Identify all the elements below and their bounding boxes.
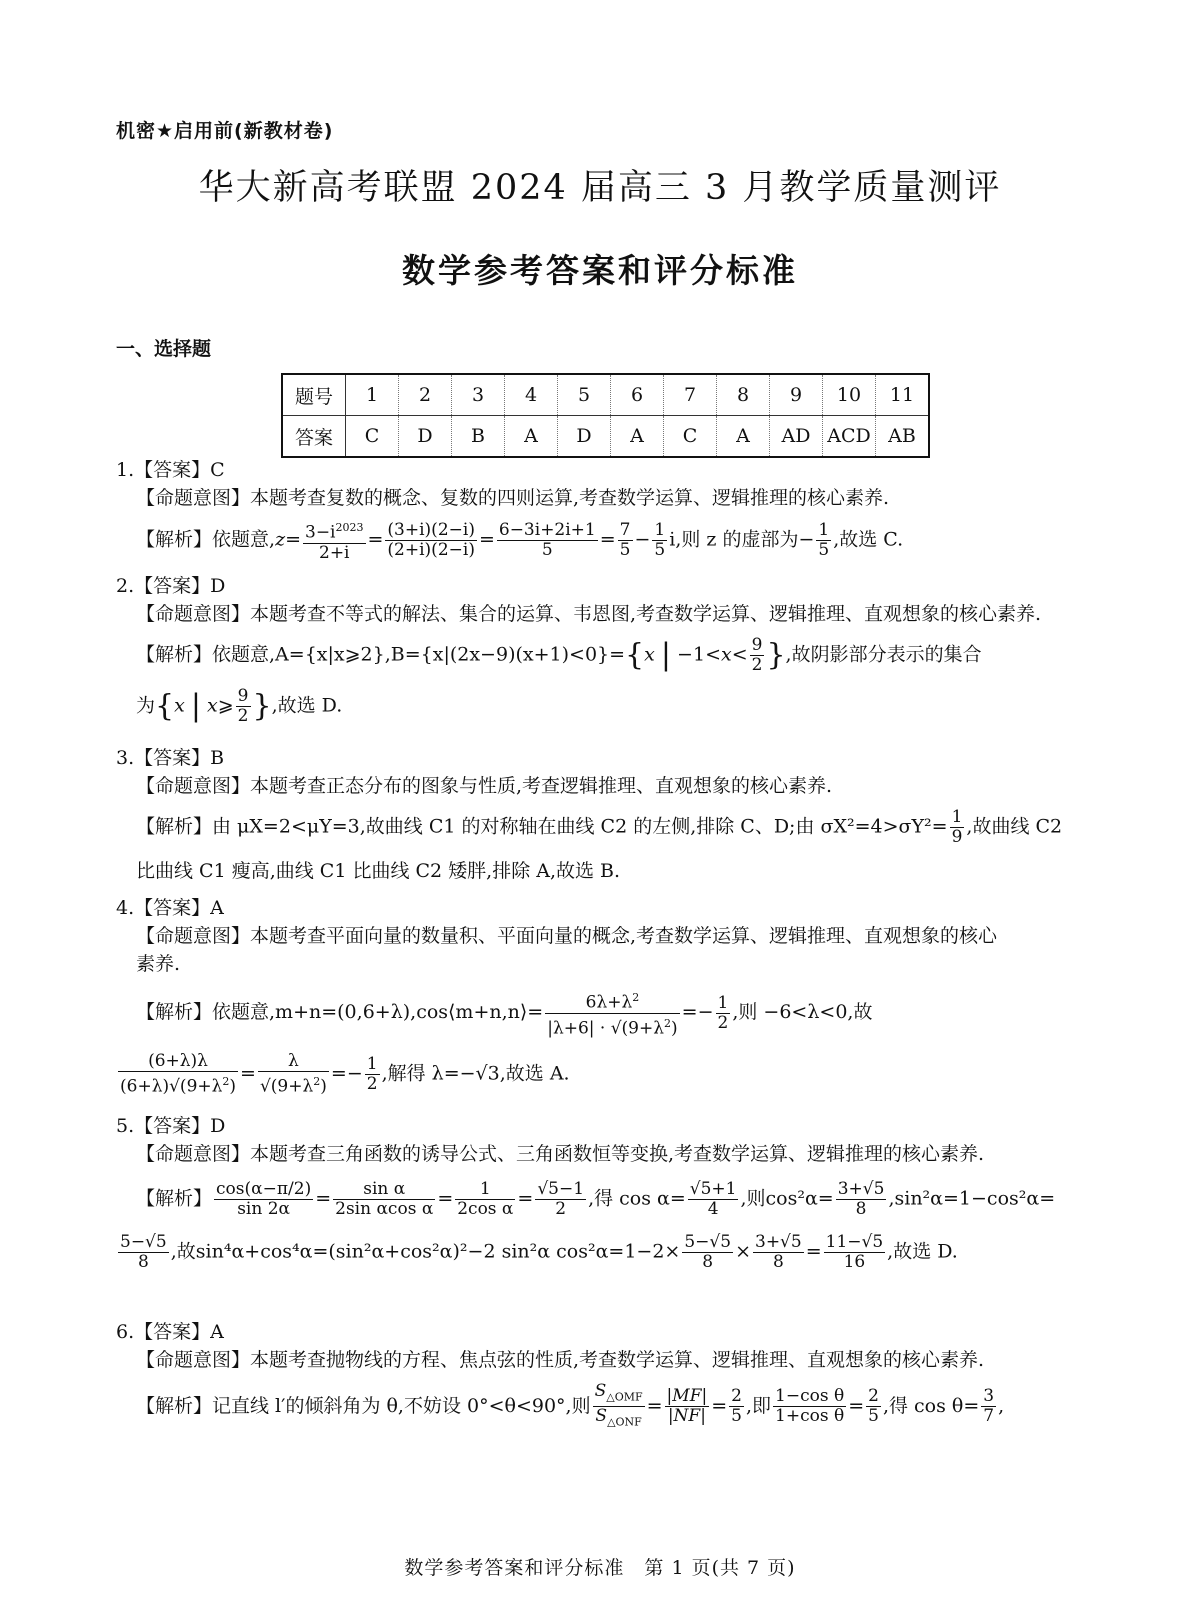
- analysis-end: ,则 z 的虚部为: [675, 528, 799, 551]
- table-cell: AD: [770, 416, 823, 458]
- analysis-label: 【解析】: [136, 1394, 213, 1417]
- analysis-end: ,故曲线 C2: [966, 815, 1063, 838]
- intent-line: 【命题意图】本题考查平面向量的数量积、平面向量的概念,考查数学运算、逻辑推理、直观想象的核心: [136, 925, 998, 947]
- analysis-end: ,则 −6<λ<0,故: [732, 1001, 873, 1024]
- analysis-line2-mid: ,故sin⁴α+cos⁴α=(sin²α+cos²α)²−2 sin²α cos²α=1−2×: [170, 1240, 681, 1263]
- analysis-close: ,: [998, 1394, 1005, 1417]
- question-4: [116, 894, 1096, 1097]
- table-cell: 5: [558, 374, 611, 416]
- intent-line: 【命题意图】本题考查抛物线的方程、焦点弦的性质,考查数学运算、逻辑推理、直观想象的核心素养.: [136, 1349, 985, 1371]
- answer-table: [281, 373, 930, 458]
- table-cell: D: [558, 416, 611, 458]
- table-cell: B: [452, 416, 505, 458]
- table-cell: 11: [876, 374, 930, 416]
- table-cell: 10: [823, 374, 876, 416]
- intent-line: 【命题意图】本题考查三角函数的诱导公式、三角函数恒等变换,考查数学运算、逻辑推理的核心素养.: [136, 1143, 985, 1165]
- section-heading: 一、选择题: [116, 338, 212, 360]
- intent-line: 【命题意图】本题考查不等式的解法、集合的运算、韦恩图,考查数学运算、逻辑推理、直观想象的核心素养.: [136, 603, 1042, 625]
- analysis-end: ,故阴影部分表示的集合: [785, 643, 982, 666]
- analysis-mid3: ,sin²α=1−cos²α=: [888, 1187, 1056, 1210]
- analysis-label: 【解析】: [136, 1187, 213, 1210]
- question-5: [116, 1112, 1096, 1272]
- table-cell: 8: [717, 374, 770, 416]
- analysis-mid1: ,即: [745, 1394, 772, 1417]
- analysis-mid2: ,得 cos θ=: [882, 1394, 980, 1417]
- table-cell: D: [399, 416, 452, 458]
- table-cell: 7: [664, 374, 717, 416]
- confidential-label: 机密★启用前(新教材卷): [116, 120, 334, 142]
- table-cell: 3: [452, 374, 505, 416]
- question-3: [116, 744, 1096, 885]
- table-cell: A: [717, 416, 770, 458]
- intent-line: 【命题意图】本题考查正态分布的图象与性质,考查逻辑推理、直观想象的核心素养.: [136, 775, 833, 797]
- analysis-line: 【解析】记直线 l′的倾斜角为 θ,不妨设 0°<θ<90°,则 $\frac{S_{\triangle OMF}}{S_{\triangle ONF}}$ = $\frac{|MF|}{|NF|}$ = $\frac{2}{5}$ ,即 $\frac{\text{1−cos θ}}{\text{1+cos θ}}$ = $\frac{2}{5}$ ,得 cos θ= $\frac{3}{7}$ ,: [136, 1382, 1096, 1432]
- analysis-close: ,故选 D.: [271, 694, 343, 717]
- answer-line: 2.【答案】D: [116, 575, 226, 597]
- intent-line-2: 素养.: [136, 953, 181, 975]
- question-2: [116, 572, 1096, 726]
- analysis-line: 【解析】 $\frac{\cos(\alpha-\pi/2)}{\sin 2\alpha}$ = $\frac{\text{sin α}}{\text{2sin αcos α}}$ = $\frac{1}{\text{2cos α}}$ = $\frac{√5-1}{2}$ ,得 cos α= $\frac{√5+1}{4}$ ,则cos²α= $\frac{3+√5}{8}$ ,sin²α=1−cos²α=: [136, 1179, 1056, 1219]
- analysis-line-2: $\frac{(6+\lambda)\lambda}{(6+\lambda)√(9+\lambda^2)}$ = $\frac{\lambda}{√(9+\lambda^2)}$ =− $\frac{1}{2}$ ,解得 λ=−√3,故选 A.: [120, 1051, 570, 1097]
- table-cell: AB: [876, 416, 930, 458]
- analysis-prefix: 为: [136, 694, 156, 717]
- analysis-line: 【解析】依题意,z= $\frac{3-i^{2023}}{2+i}$ = $\frac{(3+i)(2-i)}{(2+i)(2-i)}$ = $\frac{6-3i+2i+1}{5}$ = $\frac{7}{5}$ − $\frac{1}{5}$ i,则 z 的虚部为− $\frac{1}{5}$ ,故选 C.: [136, 519, 904, 563]
- table-cell: C: [664, 416, 717, 458]
- answer-line: 3.【答案】B: [116, 747, 225, 769]
- table-cell: A: [611, 416, 664, 458]
- table-cell: C: [346, 416, 399, 458]
- analysis-label: 【解析】: [136, 643, 213, 666]
- analysis-close: ,故选 C.: [833, 528, 904, 551]
- table-cell: 2: [399, 374, 452, 416]
- analysis-line-2: 比曲线 C1 瘦高,曲线 C1 比曲线 C2 矮胖,排除 A,故选 B.: [136, 860, 621, 882]
- analysis-close: ,故选 D.: [887, 1240, 958, 1263]
- answer-line: 1.【答案】C: [116, 459, 225, 481]
- row-label: 答案: [282, 416, 346, 458]
- analysis-line: 【解析】由 μX=2<μY=3,故曲线 C1 的对称轴在曲线 C2 的左侧,排除 C、D;由 σX²=4>σY²= $\frac{1}{9}$ ,故曲线 C2: [136, 807, 1063, 847]
- analysis-mid1: ,得 cos α=: [588, 1187, 686, 1210]
- exam-title: 华大新高考联盟 2024 届高三 3 月教学质量测评: [198, 168, 1002, 208]
- page-footer: 数学参考答案和评分标准 第 1 页(共 7 页): [404, 1557, 796, 1579]
- table-cell: A: [505, 416, 558, 458]
- analysis-line: 【解析】依题意,A={x|x⩾2},B={x|(2x−9)(x+1)<0}={x | −1<x< $\frac{9}{2}$ },故阴影部分表示的集合: [136, 635, 982, 675]
- table-cell: 4: [505, 374, 558, 416]
- analysis-mid2: ,则cos²α=: [740, 1187, 834, 1210]
- intent-line: 【命题意图】本题考查复数的概念、复数的四则运算,考查数学运算、逻辑推理的核心素养.: [136, 487, 890, 509]
- table-cell: 6: [611, 374, 664, 416]
- table-row-numbers: [282, 374, 929, 416]
- analysis-text: 依题意,A={x|x⩾2},B={x|(2x−9)(x+1)<0}=: [212, 643, 626, 666]
- table-cell: ACD: [823, 416, 876, 458]
- table-cell: 9: [770, 374, 823, 416]
- analysis-label: 【解析】: [136, 815, 213, 838]
- row-label: 题号: [282, 374, 346, 416]
- analysis-text: 依题意,m+n=(0,6+λ),cos⟨m+n,n⟩=: [212, 1001, 544, 1024]
- analysis-close: ,解得 λ=−√3,故选 A.: [381, 1062, 570, 1085]
- answer-line: 6.【答案】A: [116, 1321, 224, 1343]
- analysis-text: 记直线 l′的倾斜角为 θ,不妨设 0°<θ<90°,则: [212, 1394, 591, 1417]
- analysis-label: 【解析】: [136, 1001, 213, 1024]
- question-1: [116, 456, 1096, 563]
- table-cell: 1: [346, 374, 399, 416]
- analysis-line-2: 为{x | x⩾ $\frac{9}{2}$ },故选 D.: [136, 686, 343, 726]
- answer-line: 4.【答案】A: [116, 897, 224, 919]
- analysis-text: 依题意,: [212, 528, 276, 551]
- analysis-line: 【解析】依题意,m+n=(0,6+λ),cos⟨m+n,n⟩= $\frac{6\lambda+\lambda^2}{|\lambda+6| \cdot √(9+\lambda^2)}$ =− $\frac{1}{2}$ ,则 −6<λ<0,故: [136, 991, 873, 1039]
- question-6: [116, 1318, 1096, 1432]
- answer-line: 5.【答案】D: [116, 1115, 226, 1137]
- analysis-label: 【解析】: [136, 528, 213, 551]
- analysis-text: 由 μX=2<μY=3,故曲线 C1 的对称轴在曲线 C2 的左侧,排除 C、D;由 σX²=4>σY²=: [212, 815, 948, 838]
- table-row-answers: [282, 416, 929, 458]
- document-subtitle: 数学参考答案和评分标准: [402, 251, 798, 290]
- analysis-line-2: $\frac{5-√5}{8}$ ,故sin⁴α+cos⁴α=(sin²α+cos²α)²−2 sin²α cos²α=1−2× $\frac{5-√5}{8}$ × $\frac{3+√5}{8}$ = $\frac{11-√5}{16}$ ,故选 D.: [120, 1232, 958, 1272]
